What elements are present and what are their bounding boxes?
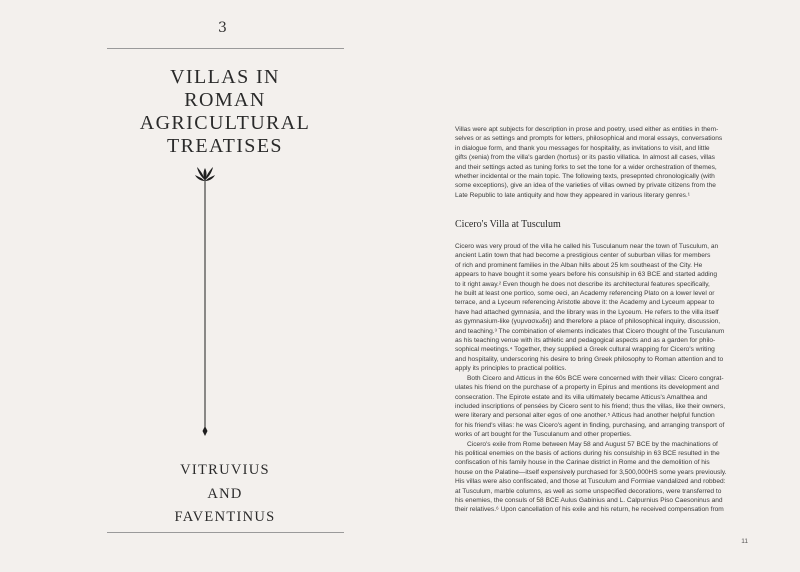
text-line: terrace, and a Lyceum referencing Aristotle above it: the Academy and Lyceum appear to — [455, 299, 715, 307]
text-line: His villas were also confiscated, and those at Tusculum and Formiae vandalized and robbed: — [455, 478, 726, 486]
chapter-title-line: AGRICULTURAL — [139, 112, 311, 134]
text-line: his political enemies on the basis of actions during his consulship in 63 BCE resulted in the — [455, 449, 720, 457]
section-heading: Cicero's Villa at Tusculum — [455, 219, 561, 230]
text-line: consecration. The Epirote estate and its villa ultimately became Atticus's Amalthea and — [455, 393, 708, 401]
text-line: as his teaching venue with its athletic and pedagogical aspects and as a garden for philo- — [455, 337, 716, 345]
text-line: ancient Latin town that had become a prestigious center of suburban villas for members — [455, 252, 711, 260]
text-line: in dialogue form, and thank you messages for hospitality, as invitations to visit, and little — [455, 144, 710, 152]
text-line: were literary and personal alter egos of one another.⁵ Atticus had another helpful function — [455, 412, 715, 420]
text-line: as gymnasium-like (γυμνασιωδη) and therefore a place of philosophical inquiry, discussion, — [455, 318, 721, 326]
chapter-title — [100, 66, 350, 158]
text-line: some exceptions), give an idea of the varieties of villas owned by private citizens from the — [455, 182, 716, 190]
right-page — [400, 0, 800, 572]
page-number: 11 — [741, 538, 748, 545]
text-line: Both Cicero and Atticus in the 60s BCE were concerned with their villas: Cicero congrat- — [467, 374, 724, 382]
text-line: appears to have bought it some years before his consulship in 63 BCE and started adding — [455, 271, 718, 279]
text-line: ulates his friend on the purchase of a property in Epirus and mentions its development and — [455, 384, 719, 392]
text-line: sophical meetings.⁴ Together, they supplied a Greek cultural wrapping for Cicero's writing — [455, 346, 715, 354]
text-line: apply its principles to practical politics. — [455, 365, 567, 373]
section-body — [455, 242, 745, 515]
text-line: his enemies, the consuls of 58 BCE Aulus Gabinius and L. Calpurnius Piso Caesoninus and — [455, 496, 723, 504]
chapter-title-line: TREATISES — [167, 135, 283, 157]
bottom-rule — [107, 532, 344, 533]
text-line: included inscriptions of pensées by Cicero sent to his friend; thus the villas, like their owners, — [455, 402, 726, 410]
chapter-subtitle — [100, 459, 350, 530]
text-line: works of art bought for the Tusculanum and other properties. — [455, 431, 632, 439]
text-line: confiscation of his family house in the Carinae district in Rome and the demolition of his — [455, 459, 710, 467]
text-line: selves or as settings and prompts for letters, philosophical and moral essays, conversations — [455, 135, 723, 143]
text-line: he built at least one portico, some oeci, an Academy referencing Plato on a lower level or — [455, 290, 715, 298]
subtitle-line: VITRUVIUS — [180, 462, 270, 478]
text-line: to it right away.² Even though he does not describe its architectural features specifically, — [455, 280, 710, 288]
top-rule — [107, 48, 344, 49]
chapter-title-line: ROMAN — [184, 89, 266, 111]
text-line: and teaching.³ The combination of elements indicates that Cicero thought of the Tusculanum — [455, 327, 725, 335]
ornament-icon — [190, 160, 220, 440]
chapter-number: 3 — [218, 20, 227, 36]
text-line: have had attached gymnasia, and the library was in the Lyceum. He refers to the villa itself — [455, 308, 719, 316]
subtitle-line: FAVENTINUS — [174, 509, 276, 525]
text-line: their relatives.⁶ Upon cancellation of his exile and his return, he received compensation from — [455, 506, 724, 514]
text-line: whether incidental or the main topic. The following texts, presepnted chronologically (with — [455, 173, 715, 181]
text-line: at Tusculum, marble columns, as well as some unspecified decorations, were transferred to — [455, 487, 722, 495]
text-line: and hospitality, underscoring his desire to bring Greek philosophy to Roman attention and to — [455, 355, 724, 363]
text-line: and their settings acted as tuning forks to set the tone for a wider orchestration of themes, — [455, 163, 717, 171]
intro-paragraph — [455, 125, 745, 200]
text-line: for his friend's villas: he was Cicero's agent in finding, purchasing, and arranging transport of — [455, 421, 725, 429]
subtitle-line: AND — [207, 485, 243, 502]
text-line: gifts (xenia) from the villa's garden (hortus) or its pastio villatica. In almost all cases, villas — [455, 154, 715, 162]
text-line: house on the Palatine—itself expensively purchased for 3,500,000HS some years previously. — [455, 468, 727, 476]
chapter-title-line: VILLAS IN — [170, 66, 280, 88]
text-line: Cicero's exile from Rome between May 58 and August 57 BCE by the machinations of — [467, 440, 718, 448]
text-line: Late Republic to late antiquity and how they appeared in various literary genres.¹ — [455, 191, 690, 199]
text-line: Cicero was very proud of the villa he called his Tusculanum near the town of Tusculum, an — [455, 243, 719, 250]
text-line: Villas were apt subjects for description in prose and poetry, used either as entities in them- — [455, 126, 719, 133]
text-line: of rich and prominent families in the Alban hills about 25 km southeast of the City. He — [455, 261, 703, 269]
